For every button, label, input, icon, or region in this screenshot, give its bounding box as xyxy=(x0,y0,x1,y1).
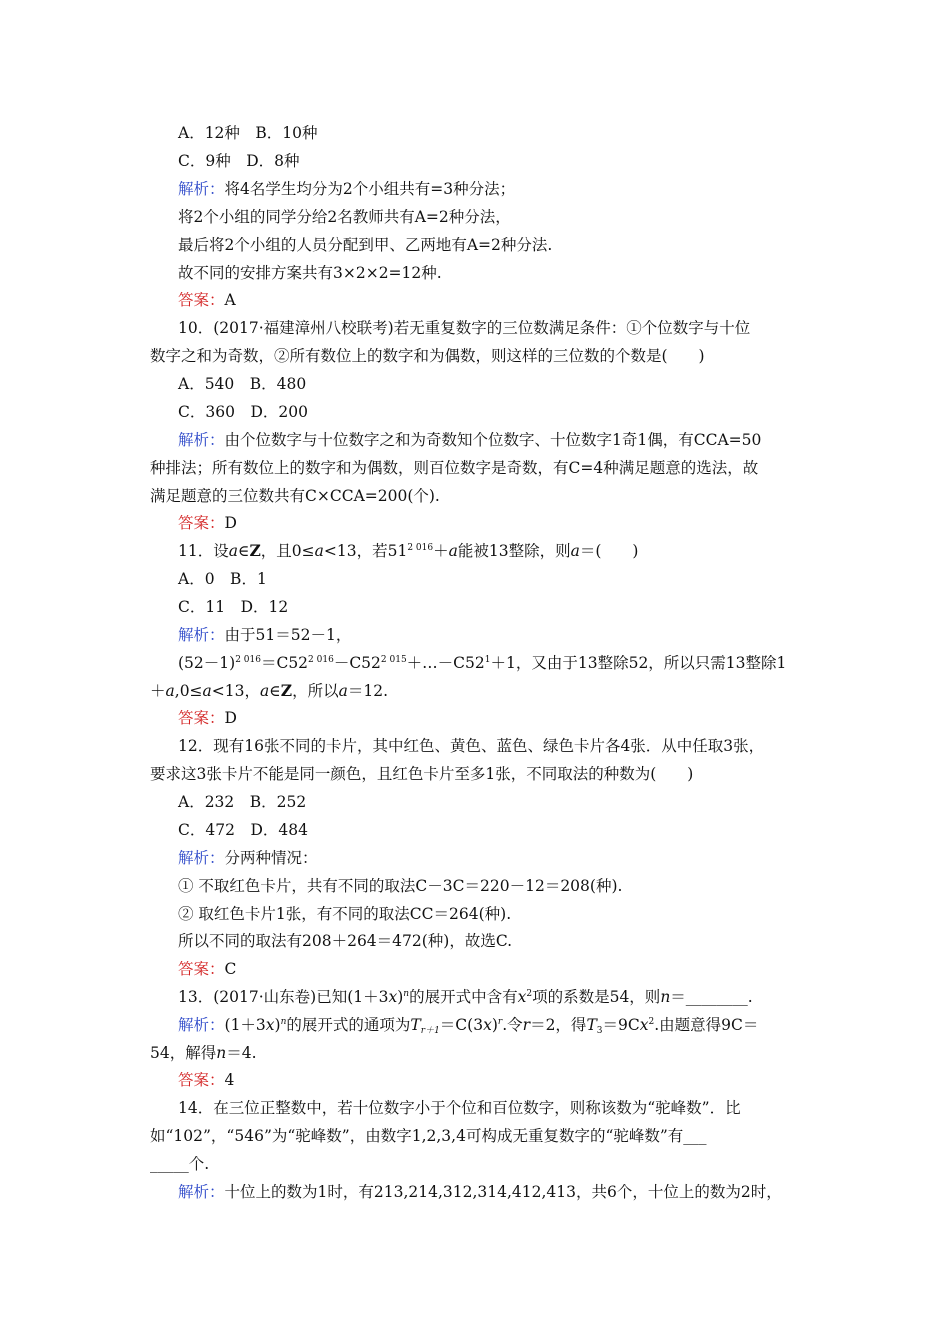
q10-solution-line-1: 解析：由个位数字与十位数字之和为奇数知个位数字、十位数字1奇1偶，有CCA=50 xyxy=(178,431,762,449)
answer-label: 答案： xyxy=(178,1071,225,1089)
solution-label: 解析： xyxy=(178,1183,225,1201)
q11-solution-line-3: ＋a,0≤a<13，a∈Z，所以a＝12. xyxy=(150,681,388,700)
q12-solution-line-2: ① 不取红色卡片，共有不同的取法C－3C＝220－12＝208(种). xyxy=(178,877,623,895)
solution-label: 解析： xyxy=(178,180,225,198)
q11-solution-line-2: $(52-1)^{2 016}=C52^{2 016}-C52^{2 015}+\dots-C52^1+1$，又由于13整除52，所以只需13整除1 xyxy=(178,654,787,672)
q10-stem-line-1: 10．(2017·福建漳州八校联考)若无重复数字的三位数满足条件：①个位数字与十位 xyxy=(178,319,751,337)
solution-label: 解析： xyxy=(178,626,225,644)
q9-solution-line-1: 解析：将4名学生均分为2个小组共有=3种分法； xyxy=(178,180,516,198)
q12-stem-line-2: 要求这3张卡片不能是同一颜色，且红色卡片至多1张，不同取法的种数为( ) xyxy=(150,765,694,783)
answer-label: 答案： xyxy=(178,709,225,727)
q10-solution-line-3: 满足题意的三位数共有C×CCA=200(个). xyxy=(150,487,440,505)
q14-stem-line-1: 14．在三位正整数中，若十位数字小于个位和百位数字，则称该数为“驼峰数”．比 xyxy=(178,1099,741,1117)
q11-options-ab: A．0 B．1 xyxy=(178,570,267,588)
solution-label: 解析： xyxy=(178,431,225,449)
q12-options-cd: C．472 D．484 xyxy=(178,821,308,839)
q12-options-ab: A．232 B．252 xyxy=(178,793,307,811)
q12-solution-line-1: 解析：分两种情况： xyxy=(178,849,318,867)
q9-options-cd: C．9种 D．8种 xyxy=(178,152,300,170)
answer-label: 答案： xyxy=(178,291,225,309)
q9-solution-line-4: 故不同的安排方案共有3×2×2=12种. xyxy=(178,264,442,282)
q12-answer: 答案：C xyxy=(178,960,237,978)
q13-solution-line-1: 解析：$(1+3x)^n$的展开式的通项为$T_{r+1}=C(3x)^r$.令r＝2，得$T_3=9Cx^2$.由题意得9C＝ xyxy=(178,1016,759,1036)
q13-answer: 答案：4 xyxy=(178,1071,235,1089)
q11-options-cd: C．11 D．12 xyxy=(178,598,289,616)
solution-label: 解析： xyxy=(178,849,225,867)
q9-solution-line-3: 最后将2个小组的人员分配到甲、乙两地有A=2种分法. xyxy=(178,236,553,254)
q11-answer: 答案：D xyxy=(178,709,237,727)
q14-solution-line-1: 解析：十位上的数为1时，有213,214,312,314,412,413，共6个，十位上的数为2时， xyxy=(178,1183,782,1201)
q12-stem-line-1: 12．现有16张不同的卡片，其中红色、黄色、蓝色、绿色卡片各4张．从中任取3张， xyxy=(178,737,765,755)
q13-solution-line-2: 54，解得n＝4. xyxy=(150,1044,257,1062)
q11-stem: 11．设a∈Z，且0≤a<13，若$51^{2 016}+a$能被13整除，则a＝( ) xyxy=(178,541,639,560)
q9-answer: 答案：A xyxy=(178,291,236,309)
q11-solution-line-1: 解析：由于51＝52－1， xyxy=(178,626,352,644)
answer-label: 答案： xyxy=(178,514,225,532)
q9-solution-line-2: 将2个小组的同学分给2名教师共有A=2种分法， xyxy=(178,208,511,226)
q14-stem-line-3: _____个. xyxy=(150,1155,210,1173)
answer-label: 答案： xyxy=(178,960,225,978)
q12-solution-line-3: ② 取红色卡片1张，有不同的取法CC＝264(种). xyxy=(178,905,512,923)
q10-stem-line-2: 数字之和为奇数，②所有数位上的数字和为偶数，则这样的三位数的个数是( ) xyxy=(150,347,705,365)
q13-stem: 13．(2017·山东卷)已知$(1+3x)^n$的展开式中含有$x^2$项的系数是54，则n＝________. xyxy=(178,988,753,1006)
solution-label: 解析： xyxy=(178,1016,225,1034)
q12-solution-line-4: 所以不同的取法有208＋264＝472(种)，故选C. xyxy=(178,932,513,950)
q14-stem-line-2: 如“102”，“546”为“驼峰数”，由数字1,2,3,4可构成无重复数字的“驼峰数”有___ xyxy=(150,1127,707,1145)
q10-answer: 答案：D xyxy=(178,514,237,532)
q10-options-ab: A．540 B．480 xyxy=(178,375,307,393)
q9-options-ab: A．12种 B．10种 xyxy=(178,124,318,142)
q10-options-cd: C．360 D．200 xyxy=(178,403,308,421)
q10-solution-line-2: 种排法；所有数位上的数字和为偶数，则百位数字是奇数，有C=4种满足题意的选法，故 xyxy=(150,459,759,477)
